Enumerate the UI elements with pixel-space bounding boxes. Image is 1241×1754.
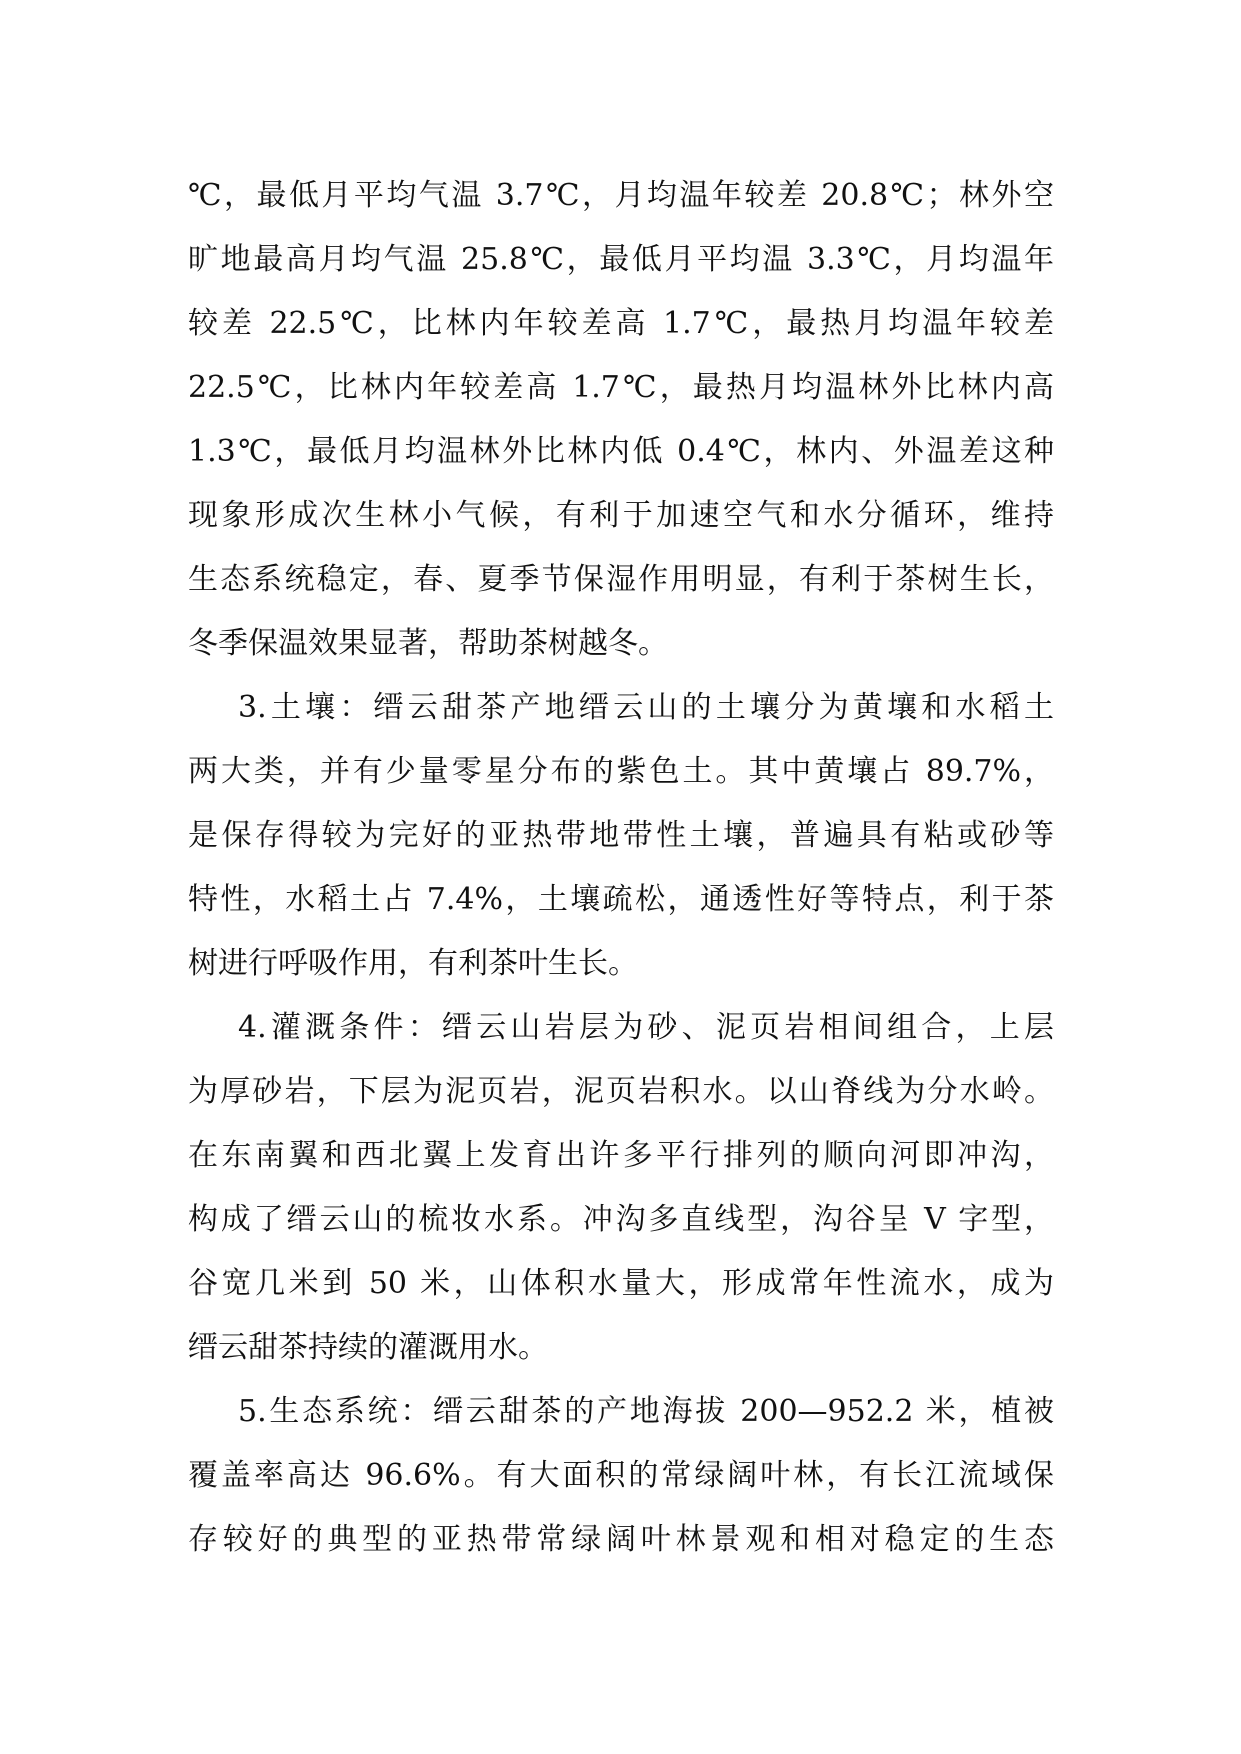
document-page	[188, 164, 1054, 1572]
text-line: 两大类，并有少量零星分布的紫色土。其中黄壤占 89.7%，	[188, 754, 1054, 789]
text-line: 现象形成次生林小气候，有利于加速空气和水分循环，维持	[188, 498, 1054, 533]
text-line: ℃，最低月平均气温 3.7℃，月均温年较差 20.8℃；林外空	[188, 178, 1054, 213]
text-line: 缙云甜茶持续的灌溉用水。	[188, 1330, 548, 1365]
text-line: 冬季保温效果显著，帮助茶树越冬。	[188, 626, 668, 661]
text-line: 旷地最高月均气温 25.8℃，最低月平均温 3.3℃，月均温年	[188, 242, 1054, 277]
text-line: 是保存得较为完好的亚热带地带性土壤，普遍具有粘或砂等	[188, 818, 1054, 853]
text-line: 存较好的典型的亚热带常绿阔叶林景观和相对稳定的生态	[188, 1522, 1054, 1557]
paragraph-ecosystem-start: 5.生态系统：缙云甜茶的产地海拔 200—952.2 米，植被	[238, 1394, 1054, 1429]
text-line: 为厚砂岩，下层为泥页岩，泥页岩积水。以山脊线为分水岭。	[188, 1074, 1054, 1109]
text-line: 构成了缙云山的梳妆水系。冲沟多直线型，沟谷呈 V 字型，	[188, 1202, 1054, 1237]
text-line: 特性，水稻土占 7.4%，土壤疏松，通透性好等特点，利于茶	[188, 882, 1054, 917]
text-line: 覆盖率高达 96.6%。有大面积的常绿阔叶林，有长江流域保	[188, 1458, 1054, 1493]
text-line: 树进行呼吸作用，有利茶叶生长。	[188, 946, 638, 981]
paragraph-soil-start: 3.土壤：缙云甜茶产地缙云山的土壤分为黄壤和水稻土	[238, 690, 1054, 725]
text-line: 1.3℃，最低月均温林外比林内低 0.4℃，林内、外温差这种	[188, 434, 1054, 469]
text-line: 22.5℃，比林内年较差高 1.7℃，最热月均温林外比林内高	[188, 370, 1054, 405]
paragraph-irrigation-start: 4.灌溉条件：缙云山岩层为砂、泥页岩相间组合，上层	[238, 1010, 1054, 1045]
text-line: 生态系统稳定，春、夏季节保湿作用明显，有利于茶树生长，	[188, 562, 1054, 597]
text-line: 谷宽几米到 50 米，山体积水量大，形成常年性流水，成为	[188, 1266, 1054, 1301]
text-line: 较差 22.5℃，比林内年较差高 1.7℃，最热月均温年较差	[188, 306, 1054, 341]
text-line: 在东南翼和西北翼上发育出许多平行排列的顺向河即冲沟，	[188, 1138, 1054, 1173]
